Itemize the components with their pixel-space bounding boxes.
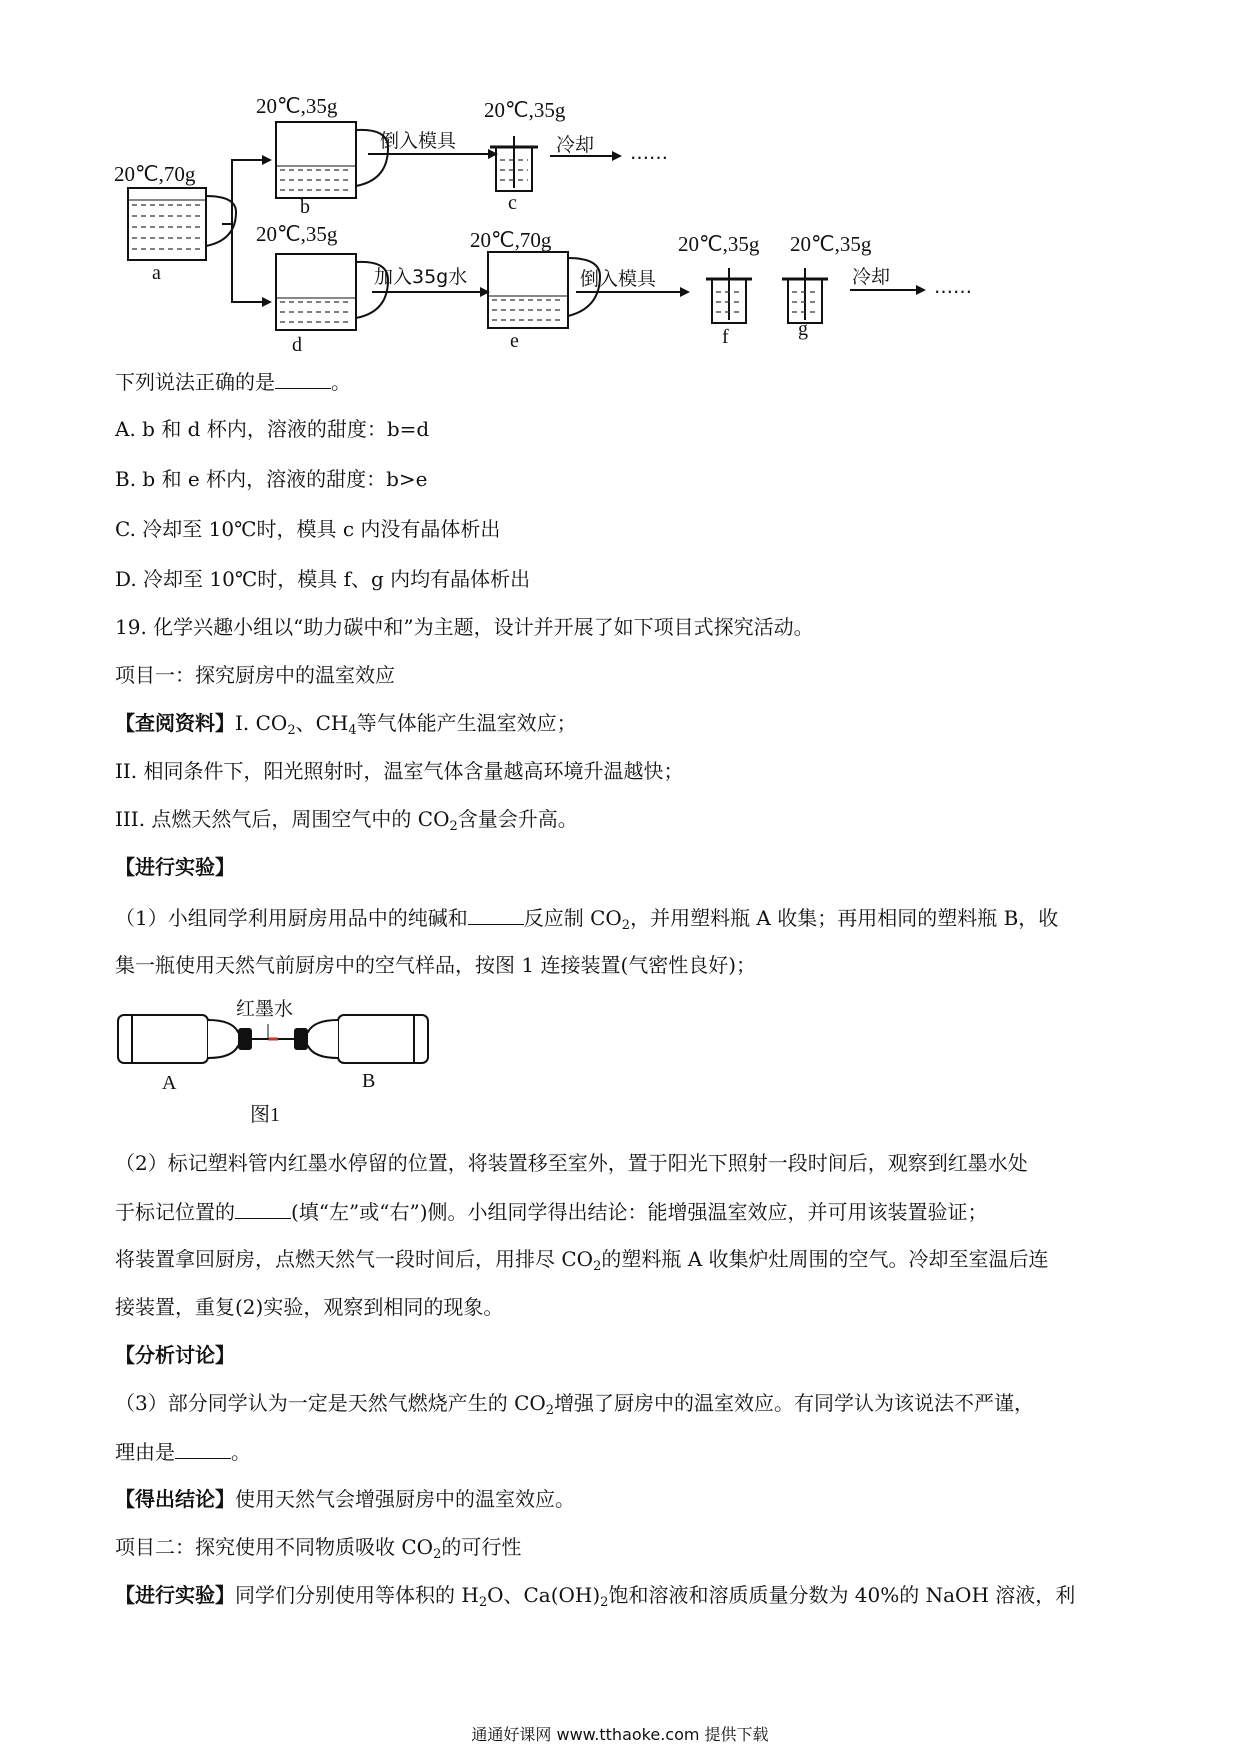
q18-answer-blank[interactable] <box>275 368 331 389</box>
q19-analysis-heading: 【分析讨论】 <box>115 1343 235 1367</box>
label-a: 20℃,70g <box>114 162 196 186</box>
q18-option-b: B. b 和 e 杯内，溶液的甜度：b>e <box>115 467 428 491</box>
label-d: 20℃,35g <box>256 222 338 246</box>
q19-project1: 项目一：探究厨房中的温室效应 <box>115 663 395 687</box>
q19-intro: 19. 化学兴趣小组以“助力碳中和”为主题，设计并开展了如下项目式探究活动。 <box>115 615 814 639</box>
cup-b-letter: b <box>300 196 310 218</box>
page-footer: 通通好课网 www.tthaoke.com 提供下载 <box>471 1725 769 1744</box>
fig1-caption: 图1 <box>250 1104 280 1126</box>
q19-part3-line1: （3）部分同学认为一定是天然气燃烧产生的 $CO_2$增强了厨房中的温室效应。有同学认为该说法不严谨， <box>115 1391 1035 1418</box>
fig1-bottle-a-label: A <box>162 1072 177 1094</box>
cup-e-letter: e <box>510 330 519 352</box>
q19-conclusion: 【得出结论】使用天然气会增强厨房中的温室效应。 <box>115 1487 575 1511</box>
mold-f-letter: f <box>722 326 729 348</box>
cup-a-letter: a <box>152 262 161 284</box>
stopper-right-icon <box>294 1028 308 1050</box>
arrow-cool-2-label: 冷却 <box>852 266 891 288</box>
ellipsis-1: …… <box>630 142 668 164</box>
q19-reference-3: III. 点燃天然气后，周围空气中的 $CO_2$含量会升高。 <box>115 807 578 834</box>
arrow-pour-2-label: 倒入模具 <box>580 268 657 290</box>
q19-part2-line2: 于标记位置的 (填“左”或“右”)侧。小组同学得出结论：能增强温室效应，并可用该装置验证； <box>115 1200 988 1224</box>
label-f: 20℃,35g <box>678 232 760 256</box>
cup-d-letter: d <box>292 334 302 356</box>
q18-option-c: C. 冷却至 10℃时，模具 c 内没有晶体析出 <box>115 517 501 541</box>
q19-experiment2: 【进行实验】同学们分别使用等体积的 $H_2O$、$Ca(OH)_2$饱和溶液和溶质质量分数为 40%的 NaOH 溶液，利 <box>115 1583 1076 1610</box>
mold-f-icon <box>706 268 752 323</box>
fig1-red-ink-label: 红墨水 <box>236 998 294 1020</box>
mold-c-letter: c <box>508 192 517 214</box>
mold-g-letter: g <box>798 318 808 340</box>
cup-d-icon <box>276 254 388 330</box>
q19-part1-line2: 集一瓶使用天然气前厨房中的空气样品，按图 1 连接装置(气密性良好)； <box>115 953 757 977</box>
arrow-pour-1-label: 倒入模具 <box>380 130 457 152</box>
label-b: 20℃,35g <box>256 94 338 118</box>
ellipsis-2: …… <box>934 276 972 298</box>
mold-c-icon <box>490 136 538 191</box>
q19-part2-line3: 将装置拿回厨房，点燃天然气一段时间后，用排尽 $CO_2$的塑料瓶 A 收集炉灶周围的空气。冷却至室温后连 <box>115 1247 1049 1274</box>
label-g: 20℃,35g <box>790 232 872 256</box>
label-c: 20℃,35g <box>484 98 566 122</box>
q19-part1-line1: （1）小组同学利用厨房用品中的纯碱和 反应制 $CO_2$，并用塑料瓶 A 收集；再用相同的塑料瓶 B，收 <box>115 906 1059 933</box>
arrow-cool-1-label: 冷却 <box>556 134 595 156</box>
q19-part1-blank[interactable] <box>468 904 524 925</box>
q19-part3-line2: 理由是 。 <box>115 1440 251 1464</box>
q18-stem: 下列说法正确的是 。 <box>115 370 351 394</box>
q19-reference-2: II. 相同条件下，阳光照射时，温室气体含量越高环境升温越快； <box>115 759 684 783</box>
fig1-bottle-b-label: B <box>362 1070 376 1092</box>
mold-g-icon <box>782 268 828 323</box>
q19-project2: 项目二：探究使用不同物质吸收 $CO_2$的可行性 <box>115 1535 522 1562</box>
q19-part2-line4: 接装置，重复(2)实验，观察到相同的现象。 <box>115 1295 504 1319</box>
branch-up-arrow <box>222 160 262 224</box>
stopper-left-icon <box>238 1028 252 1050</box>
q19-part2-blank[interactable] <box>235 1198 291 1219</box>
q19-reference-1: 【查阅资料】I. $CO_2$、$CH_4$等气体能产生温室效应； <box>115 711 577 738</box>
arrow-add-water-label: 加入35g水 <box>374 266 468 288</box>
q19-part3-blank[interactable] <box>175 1438 231 1459</box>
q19-part2-line1: （2）标记塑料管内红墨水停留的位置，将装置移至室外，置于阳光下照射一段时间后，观察到红墨水处 <box>115 1151 1028 1175</box>
q18-option-d: D. 冷却至 10℃时，模具 f、g 内均有晶体析出 <box>115 567 531 591</box>
q19-experiment-heading: 【进行实验】 <box>115 855 235 879</box>
label-e: 20℃,70g <box>470 228 552 252</box>
q18-option-a: A. b 和 d 杯内，溶液的甜度：b=d <box>115 417 430 441</box>
cup-b-icon <box>276 122 388 198</box>
